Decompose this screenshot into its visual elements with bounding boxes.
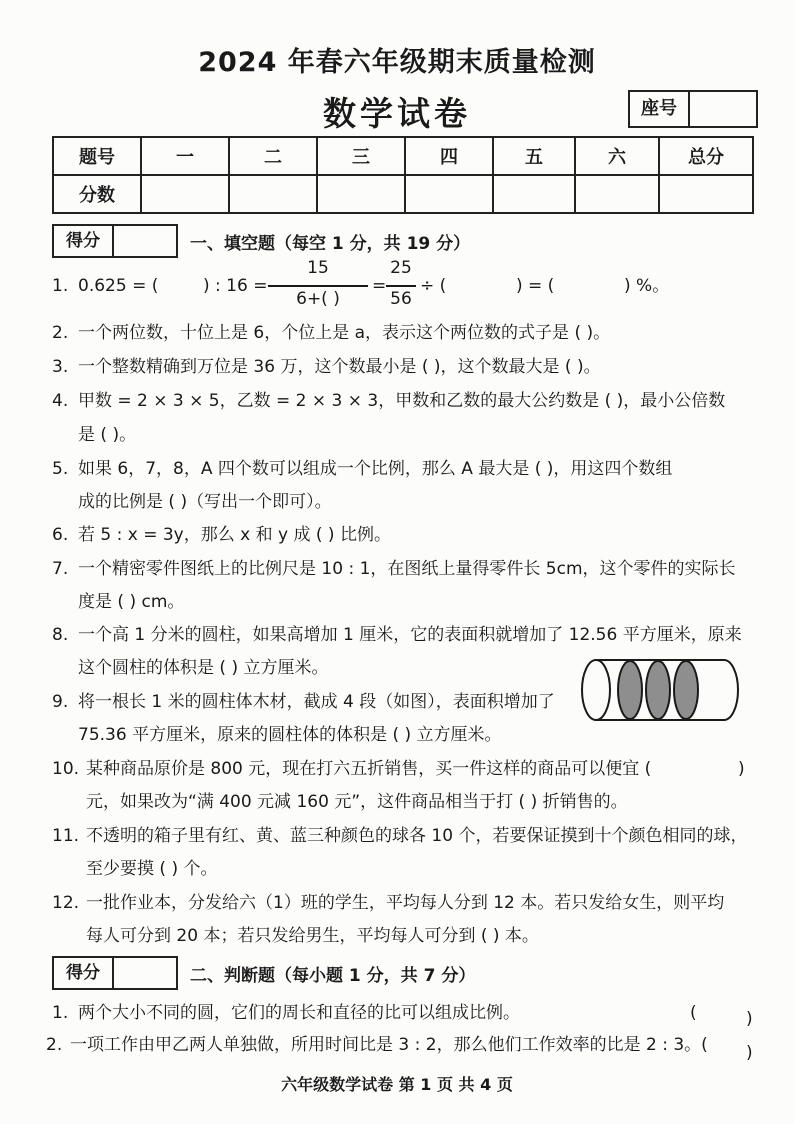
- fraction-denominator: 6+( ): [296, 289, 340, 309]
- question-4-continued: 是 ( )。: [78, 425, 137, 445]
- score-table-score-row: [53, 175, 753, 213]
- question-text: 将一根长 1 米的圆柱体木材，截成 4 段（如图），表面积增加了: [78, 692, 555, 712]
- score-cell[interactable]: [575, 175, 659, 213]
- question-7-continued: 度是 ( ) cm。: [78, 592, 185, 612]
- section2-score-label: 得分: [54, 958, 114, 988]
- question-number: 10.: [52, 759, 80, 779]
- q1-part5: ) %。: [624, 276, 670, 296]
- page-footer: 六年级数学试卷 第 1 页 共 4 页: [281, 1075, 513, 1094]
- question-12: [52, 890, 724, 916]
- question-number: 3.: [52, 357, 69, 377]
- question-number: 12.: [52, 893, 80, 913]
- table-cell: 总分: [659, 137, 753, 175]
- score-table-header-row: [53, 137, 753, 175]
- section1-score-box: [52, 224, 178, 258]
- question-text: 两个大小不同的圆，它们的周长和直径的比可以组成比例。: [78, 1003, 520, 1023]
- question-6: [52, 522, 391, 548]
- section2-title: 二、判断题（每小题 1 分，共 7 分）: [190, 966, 476, 986]
- section1-score-label: 得分: [54, 226, 114, 256]
- j1-open-paren[interactable]: (: [690, 1003, 697, 1023]
- table-cell: 分数: [53, 175, 141, 213]
- table-cell: 四: [405, 137, 493, 175]
- table-cell: 一: [141, 137, 229, 175]
- score-cell[interactable]: [229, 175, 317, 213]
- question-text: 不透明的箱子里有红、黄、蓝三种颜色的球各 10 个，若要保证摸到十个颜色相同的球，: [86, 826, 748, 846]
- question-11: [52, 823, 747, 849]
- question-number: 2.: [46, 1035, 63, 1055]
- q1-part2: ) : 16 =: [203, 276, 268, 296]
- score-cell[interactable]: [659, 175, 753, 213]
- seat-number-field[interactable]: [690, 92, 756, 126]
- fraction-denominator: 56: [390, 289, 412, 309]
- question-number: 11.: [52, 826, 80, 846]
- q10-close-paren: ): [738, 759, 745, 779]
- table-cell: 六: [575, 137, 659, 175]
- question-number: 5.: [52, 459, 69, 479]
- question-2: [52, 320, 610, 346]
- score-cell[interactable]: [405, 175, 493, 213]
- question-text: 某种商品原价是 800 元，现在打六五折销售，买一件这样的商品可以便宜 (: [86, 759, 652, 779]
- section2-score-box: [52, 956, 178, 990]
- fraction-bar: [386, 285, 416, 287]
- question-number: 4.: [52, 391, 69, 411]
- judgement-2: [46, 1032, 708, 1058]
- question-5: [52, 456, 672, 482]
- question-11-continued: 至少要摸 ( ) 个。: [86, 859, 218, 879]
- question-9: [52, 689, 555, 715]
- cylinder-figure: [578, 656, 742, 724]
- section2-score-field[interactable]: [114, 958, 176, 988]
- question-9-continued: 75.36 平方厘米，原来的圆柱体的体积是 ( ) 立方厘米。: [78, 725, 502, 745]
- question-4: [52, 388, 725, 414]
- section1-score-field[interactable]: [114, 226, 176, 256]
- table-cell: 题号: [53, 137, 141, 175]
- exam-title: 2024 年春六年级期末质量检测: [198, 47, 596, 78]
- question-text: 一个两位数，十位上是 6，个位上是 a，表示这个两位数的式子是 ( )。: [78, 323, 611, 343]
- question-12-continued: 每人可分到 20 本；若只发给男生，平均每人可分到 ( ) 本。: [86, 926, 539, 946]
- fraction-bar: [268, 285, 368, 287]
- q1-part3: ÷ (: [420, 276, 447, 296]
- question-10: [52, 756, 651, 782]
- question-text: 一个整数精确到万位是 36 万，这个数最小是 ( )，这个数最大是 ( )。: [78, 357, 601, 377]
- question-text: 甲数 = 2 × 3 × 5，乙数 = 2 × 3 × 3，甲数和乙数的最大公约数是 ( )，最小公倍数: [78, 391, 726, 411]
- question-text: 一个精密零件图纸上的比例尺是 10 : 1，在图纸上量得零件长 5cm，这个零件的实际长: [78, 559, 736, 579]
- question-3: [52, 354, 601, 380]
- question-number: 6.: [52, 525, 69, 545]
- question-number: 2.: [52, 323, 69, 343]
- question-text: 如果 6，7，8，A 四个数可以组成一个比例，那么 A 最大是 ( )，用这四个数组: [78, 459, 673, 479]
- q1-equals: =: [372, 276, 387, 296]
- question-number: 1.: [52, 1003, 69, 1023]
- score-cell[interactable]: [493, 175, 575, 213]
- question-text: 一批作业本，分发给六（1）班的学生，平均每人分到 12 本。若只发给女生，则平均: [86, 893, 725, 913]
- exam-subtitle: 数学试卷: [323, 94, 471, 133]
- question-text: 若 5 : x = 3y，那么 x 和 y 成 ( ) 比例。: [78, 525, 391, 545]
- question-text: 一项工作由甲乙两人单独做，所用时间比是 3 : 2，那么他们工作效率的比是 2 : 3。(: [70, 1035, 708, 1055]
- question-number: 8.: [52, 625, 69, 645]
- question-text: 一个高 1 分米的圆柱，如果高增加 1 厘米，它的表面积就增加了 12.56 平方厘米，原来: [78, 625, 742, 645]
- q1-part1: 0.625 = (: [78, 276, 159, 296]
- judgement-1: [52, 1000, 520, 1026]
- seat-number-box: [628, 90, 758, 128]
- question-8: [52, 622, 742, 648]
- score-cell[interactable]: [141, 175, 229, 213]
- question-5-continued: 成的比例是 ( )（写出一个即可）。: [78, 492, 332, 512]
- j2-close-paren: ): [746, 1043, 753, 1063]
- table-cell: 五: [493, 137, 575, 175]
- seat-label: 座号: [630, 92, 690, 126]
- fraction-numerator: 25: [390, 258, 412, 278]
- question-7: [52, 556, 736, 582]
- question-8-continued: 这个圆柱的体积是 ( ) 立方厘米。: [78, 658, 329, 678]
- question-number: 7.: [52, 559, 69, 579]
- q1-part4: ) = (: [516, 276, 555, 296]
- fraction-numerator: 15: [307, 258, 329, 278]
- score-cell[interactable]: [317, 175, 405, 213]
- question-number: 1.: [52, 276, 69, 296]
- question-1: [52, 273, 158, 299]
- table-cell: 二: [229, 137, 317, 175]
- table-cell: 三: [317, 137, 405, 175]
- question-10-continued: 元，如果改为“满 400 元减 160 元”，这件商品相当于打 ( ) 折销售的。: [86, 792, 628, 812]
- section1-title: 一、填空题（每空 1 分，共 19 分）: [190, 234, 471, 254]
- question-number: 9.: [52, 692, 69, 712]
- j1-close-paren: ): [746, 1009, 753, 1029]
- score-table: [52, 136, 754, 214]
